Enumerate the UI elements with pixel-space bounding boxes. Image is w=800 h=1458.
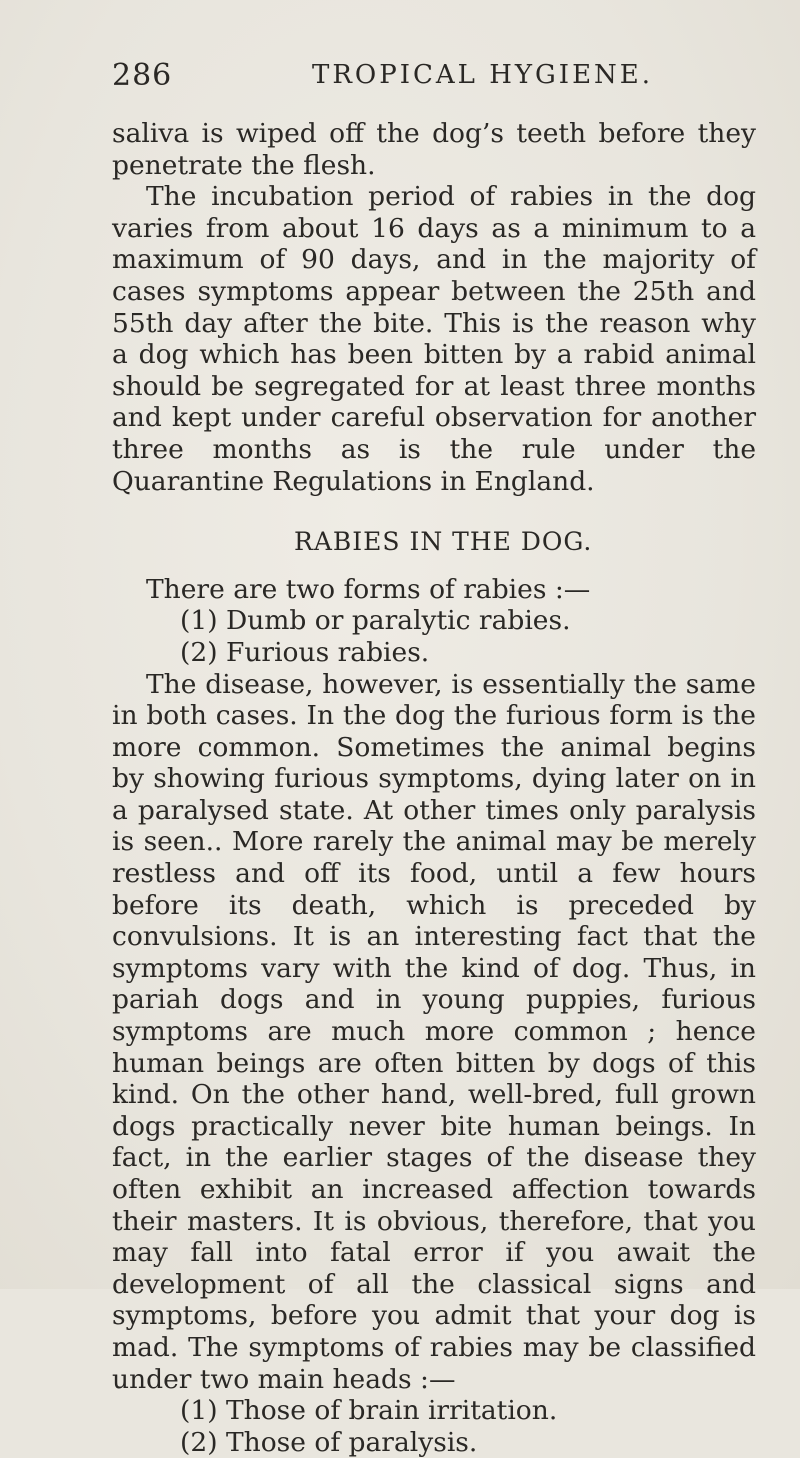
paragraph-incubation: The incubation period of rabies in the dog varies from about 16 days as a minimum to a maximum of 90 days, and in the majority of cases symptoms appear between the 25th and 55th day after the bite. This is the reason why a dog which has been bitten by a rabid animal should be segregated for at least three months and kept under careful observation for another three months as is the rule under the Quarantine Regulations in England. — [112, 181, 756, 497]
list-item: (1) Dumb or paralytic rabies. — [180, 605, 571, 637]
running-title: TROPICAL HYGIENE. — [312, 60, 654, 90]
paragraph-continuation: saliva is wiped off the dog’s teeth before they penetrate the flesh. — [112, 118, 756, 181]
list-item: (2) Those of paralysis. — [180, 1426, 478, 1458]
page-number: 286 — [112, 58, 173, 93]
page-header — [112, 58, 752, 98]
section-heading: RABIES IN THE DOG. — [294, 527, 593, 557]
paragraph-disease: The disease, however, is essentially the same in both cases. In the dog the furious form is the more common. Sometimes the animal begins by showing furious symptoms, dying later on in a paralysed state. At other times only paralysis is seen.. More rarely the animal may be merely restless and off its food, until a few hours before its death, which is preceded by convulsions. It is an interesting fact that the symptoms vary with the kind of dog. Thus, in pariah dogs and in young puppies, furious symptoms are much more common ; hence human beings are often bitten by dogs of this kind. On the other hand, well-bred, full grown dogs practically never bite human beings. In fact, in the earlier stages of the disease they often exhibit an increased affection towards their masters. It is obvious, therefore, that you may fall into fatal error if you await the development of all the classical signs and symptoms, before you admit that your dog is mad. The symptoms of rabies may be classified under two main heads :— — [112, 668, 756, 1395]
body-text — [112, 118, 756, 1458]
list-item: (2) Furious rabies. — [180, 636, 430, 668]
paragraph-forms-intro: There are two forms of rabies :— — [146, 573, 591, 605]
list-item: (1) Those of brain irritation. — [180, 1395, 558, 1427]
